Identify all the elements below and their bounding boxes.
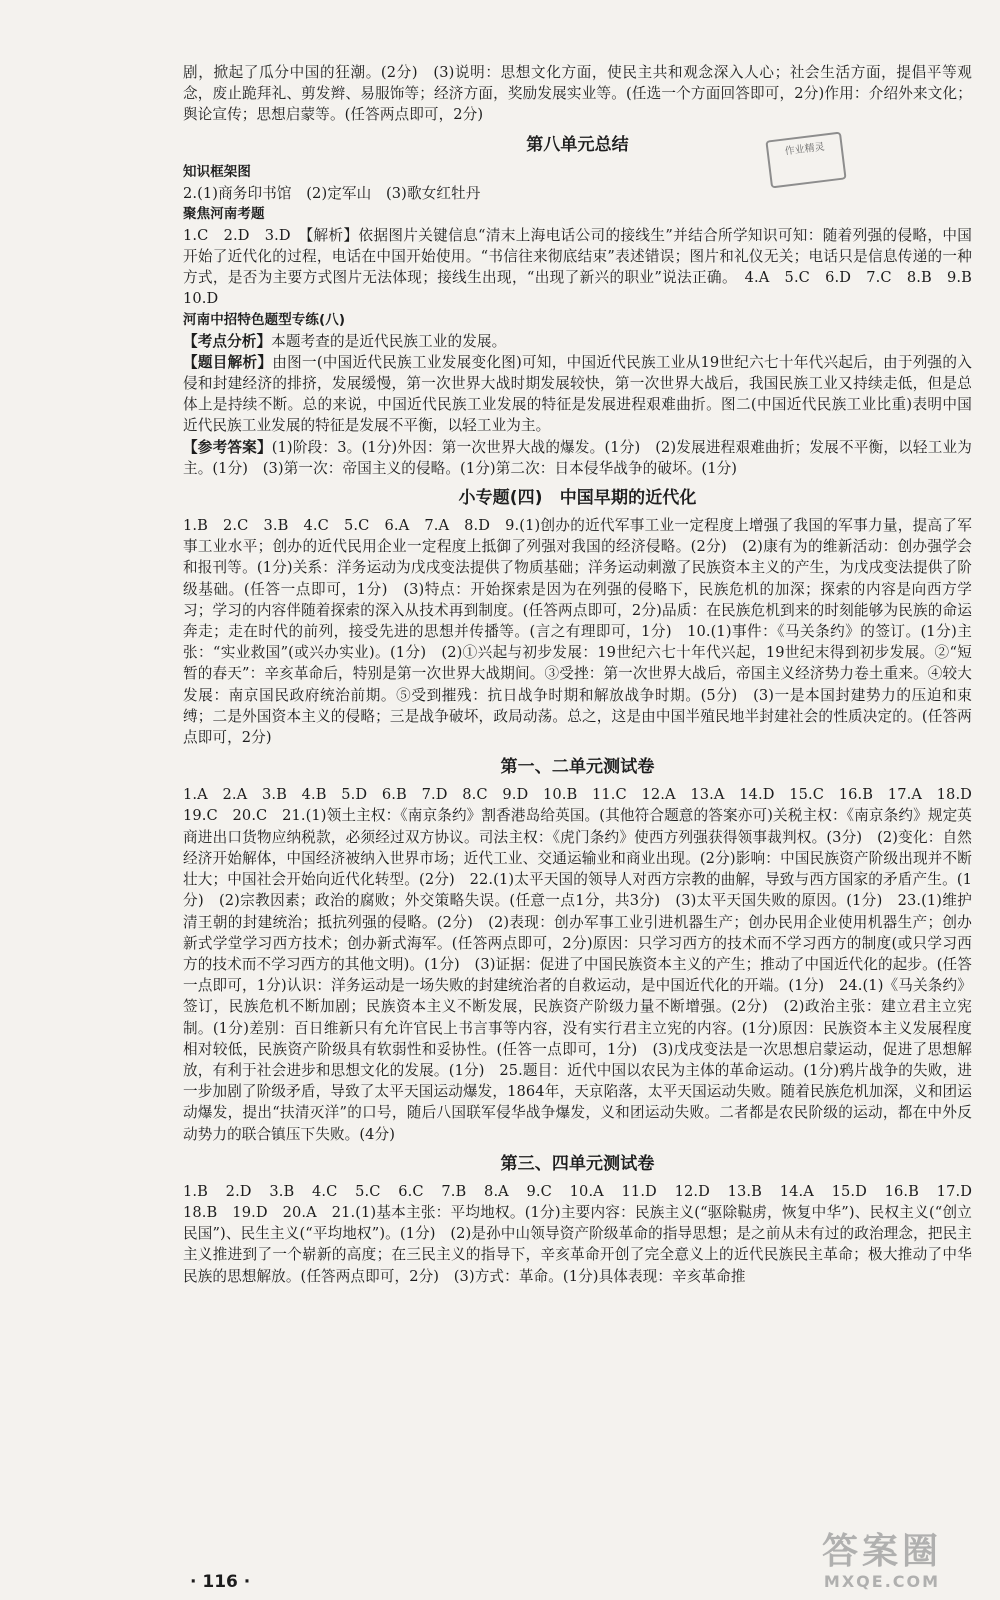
label-henan-special-practice: 河南中招特色题型专练(八) [183, 311, 346, 328]
section-title-unit8-summary: 第八单元总结 [526, 134, 629, 155]
label-henan-focus: 聚焦河南考题 [183, 205, 265, 222]
text-daan: (1)阶段：3。(1分)外因：第一次世界大战的爆发。(1分) (2)发展进程艰难曲折；发展不平衡，以轻工业为主。(1分) (3)第一次：帝国主义的侵略。(1分)第二次：日本侵华战争的破坏。(1分) [183, 438, 972, 477]
homework-stamp-logo: 作业精灵 [765, 132, 846, 189]
paragraph-kaodian [183, 331, 972, 352]
section-title-test-units-3-4: 第三、四单元测试卷 [500, 1153, 655, 1174]
tag-jiexi: 【题目解析】 [183, 353, 273, 371]
paragraph-daan [183, 437, 972, 479]
label-knowledge-framework: 知识框架图 [183, 163, 251, 180]
text-jiexi: 由图一(中国近代民族工业发展变化图)可知，中国近代民族工业从19世纪六七十年代兴起后，由于列强的入侵和封建经济的排挤，发展缓慢，第一次世界大战时期发展较快，第一次世界大战后，我国民族工业又持续走低，但是总体上是持续不断。总的来说，中国近代民族工业发展的特征是发展进程艰难曲折。图二(中国近代民族工业比重)表明中国近代民族工业发展的特征是发展不平衡，以轻工业为主。 [183, 353, 972, 435]
section-title-test-units-1-2: 第一、二单元测试卷 [500, 757, 655, 778]
paragraph-henan-focus-answers: 1.C 2.D 3.D 【解析】依据图片关键信息“清末上海电话公司的接线生”并结合所学知识可知：随着列强的侵略，中国开始了近代化的过程，电话在中国开始使用。“书信往来彻底结束”表述错误；图片和礼仪无关；电话只是信息传递的一种方式，是否为主要方式图片无法体现；接线生出现，“出现了新兴的职业”说法正确。 4.A 5.C 6.D 7.C 8.B 9.B 10.D [183, 226, 987, 308]
text-kaodian: 本题考查的是近代民族工业的发展。 [271, 332, 507, 350]
watermark-url-text: MXQE.COM [823, 1572, 941, 1591]
paragraph-framework-answers: 2.(1)商务印书馆 (2)定军山 (3)歌女红牡丹 [183, 184, 481, 202]
tag-daan: 【参考答案】 [183, 438, 272, 456]
paragraph-jiexi [183, 352, 972, 437]
paragraph-topic4-answers: 1.B 2.C 3.B 4.C 5.C 6.A 7.A 8.D 9.(1)创办的近代军事工业一定程度上增强了我国的军事力量，提高了军事工业水平；创办的近代民用企业一定程度上抵御了列强对我国的经济侵略。(2分) (2)康有为的维新活动：创办强学会和报刊等。(1分)关系：洋务运动为戊戌变法提供了物质基础；洋务运动刺激了民族资本主义的产生，为戊戌变法提供了阶级基础。(任答一点即可，1分) (3)特点：开始探索是因为在列强的侵略下，民族危机的加深；探索的内容是向西方学习；学习的内容伴随着探索的深入从技术再到制度。(任答两点即可，2分)品质：在民族危机到来的时刻能够为民族的命运奔走；走在时代的前列，接受先进的思想并传播等。(言之有理即可，1分) 10.(1)事件：《马关条约》的签订。(1分)主张：“实业救国”(或兴办实业)。(1分) (2)①兴起与初步发展：19世纪六七十年代兴起，19世纪末得到初步发展。②“短暂的春天”：辛亥革命后，特别是第一次世界大战期间。③受挫：第一次世界大战后，帝国主义经济势力卷土重来。④较大发展：南京国民政府统治前期。⑤受到摧残：抗日战争时期和解放战争时期。(5分) (3)一是本国封建势力的压迫和束缚；二是外国资本主义的侵略；三是战争破坏，政局动荡。总之，这是由中国半殖民地半封建社会的性质决定的。(任答两点即可，2分) [183, 517, 972, 747]
section-title-topic4: 小专题(四) 中国早期的近代化 [458, 488, 697, 509]
paragraph-unit7-tail: 剧，掀起了瓜分中国的狂潮。(2分) (3)说明：思想文化方面，使民主共和观念深入人心；社会生活方面，提倡平等观念，废止跪拜礼、剪发辫、易服饰等；经济方面，奖励发展实业等。(任选一个方面回答即可，2分)作用：介绍外来文化；舆论宣传；思想启蒙等。(任答两点即可，2分) [183, 64, 972, 124]
page-number: · 116 · [190, 1572, 251, 1592]
paragraph-test-units-1-2-answers: 1.A 2.A 3.B 4.B 5.D 6.B 7.D 8.C 9.D 10.B 11.C 12.A 13.A 14.D 15.C 16.B 17.A 18.D 19.C 20.C 21.(1)领土主权：《南京条约》割香港岛给英国。(其他符合题意的答案亦可)关税主权：《南京条约》规定英商进出口货物应纳税款，必须经过双方协议。司法主权：《虎门条约》使西方列强获得领事裁判权。(3分) (2)变化：自然经济开始解体，中国经济被纳入世界市场；近代工业、交通运输业和商业出现。(2分)影响：中国民族资产阶级出现并不断壮大；中国社会开始向近代化转型。(2分) 22.(1)太平天国的领导人对西方宗教的曲解，导致与西方国家的矛盾产生。(1分) (2)宗教因素；政治的腐败；外交策略失误。(任意一点1分，共3分) (3)太平天国失败的原因。(1分) 23.(1)维护清王朝的封建统治；抵抗列强的侵略。(2分) (2)表现：创办军事工业引进机器生产；创办民用企业使用机器生产；创办新式学堂学习西方技术；创办新式海军。(任答两点即可，2分)原因：只学习西方的技术而不学习西方的制度(或只学习西方的技术而不学习西方的其他文明)。(1分) (3)证据：促进了中国民族资本主义的产生；推动了中国近代化的起步。(任答一点即可，1分)认识：洋务运动是一场失败的封建统治者的自救运动，是中国近代化的开端。(1分) 24.(1)《马关条约》签订，民族危机不断加剧；民族资本主义不断发展，民族资产阶级力量不断增强。(2分) (2)政治主张：建立君主立宪制。(1分)差别：百日维新只有允许官民上书言事等内容，没有实行君主立宪的内容。(1分)原因：民族资本主义发展程度相对较低，民族资产阶级具有软弱性和妥协性。(任答一点即可，1分) (3)戊戌变法是一次思想启蒙运动，促进了思想解放，有利于社会进步和思想文化的发展。(1分) 25.题目：近代中国以农民为主体的革命运动。(1分)鸦片战争的失败，进一步加剧了阶级矛盾，导致了太平天国运动爆发，1864年，天京陷落，太平天国运动失败。随着民族危机加深，义和团运动爆发，提出“扶清灭洋”的口号，随后八国联军侵华战争爆发，义和团运动失败。二者都是农民阶级的运动，都在中外反动势力的联合镇压下失败。(4分) [183, 786, 987, 1143]
watermark-top-text: 答案圈 [821, 1531, 942, 1572]
site-watermark-logo [782, 1532, 982, 1598]
tag-kaodian: 【考点分析】 [183, 332, 272, 350]
paragraph-test-units-3-4-answers: 1.B 2.D 3.B 4.C 5.C 6.C 7.B 8.A 9.C 10.A 11.D 12.D 13.B 14.A 15.D 16.B 17.D 18.B 19.D 20.A 21.(1)基本主张：平均地权。(1分)主要内容：民族主义(“驱除鞑虏，恢复中华”)、民权主义(“创立民国”)、民生主义(“平均地权”)。(1分) (2)是孙中山领导资产阶级革命的指导思想；是之前从未有过的政治理念，把民主主义推进到了一个崭新的高度；在三民主义的指导下，辛亥革命开创了完全意义上的近代民族民主革命；极大推动了中华民族的思想解放。(任答两点即可，2分) (3)方式：革命。(1分)具体表现：辛亥革命推 [183, 1182, 987, 1285]
